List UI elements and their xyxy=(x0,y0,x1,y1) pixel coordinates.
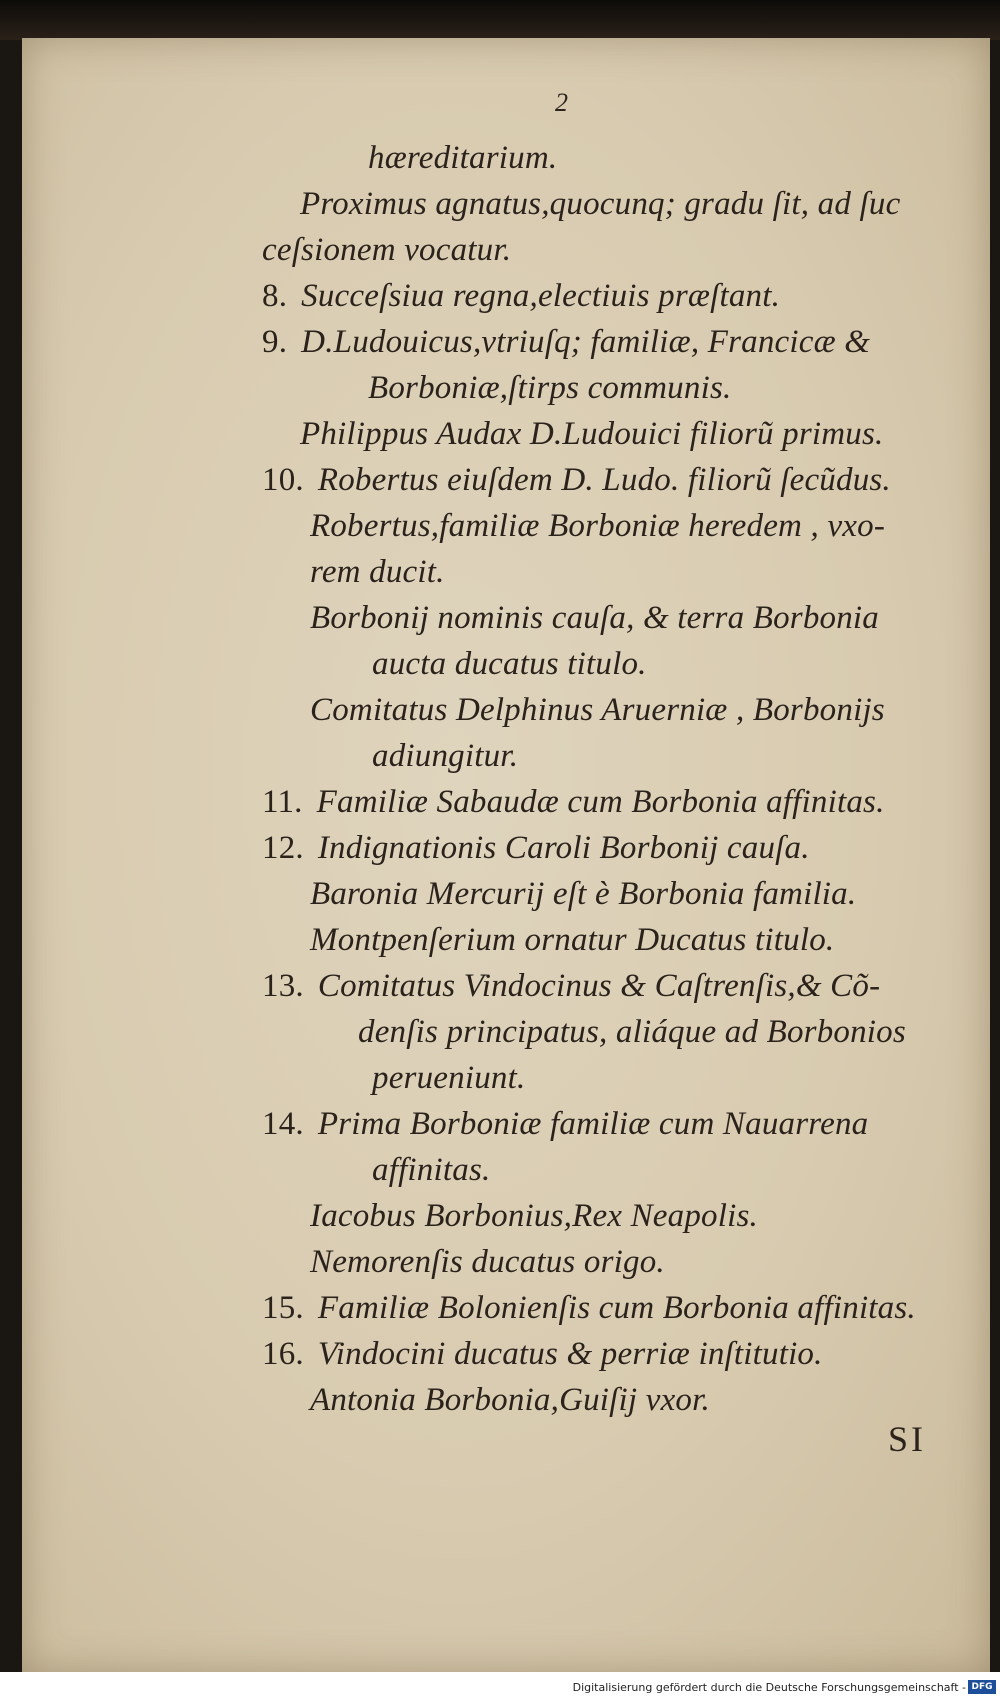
text-line-2 xyxy=(300,186,900,223)
text-line-26-text: Familiæ Bolonienſis cum Borbonia affinitas. xyxy=(317,1290,916,1326)
text-line-27-text: Vindocini ducatus & perriæ inſtitutio. xyxy=(317,1336,823,1372)
text-line-13 xyxy=(310,692,885,729)
text-line-17 xyxy=(310,876,856,913)
text-line-10 xyxy=(310,554,445,591)
text-line-3-text: ceſsionem vocatur. xyxy=(262,232,512,268)
item-number-16: 16. xyxy=(262,1336,304,1372)
text-line-22 xyxy=(262,1106,868,1143)
item-number-13: 13. xyxy=(262,968,304,1004)
text-line-21-text: perueniunt. xyxy=(372,1060,526,1096)
text-line-10-text: rem ducit. xyxy=(310,554,445,590)
text-line-11 xyxy=(310,600,879,637)
text-line-21 xyxy=(372,1060,525,1097)
text-line-25 xyxy=(310,1244,665,1281)
text-line-19 xyxy=(262,968,880,1005)
text-line-17-text: Baronia Mercurij eſt è Borbonia familia. xyxy=(310,876,857,912)
text-line-4 xyxy=(262,278,780,315)
item-number-8: 8. xyxy=(262,278,288,314)
text-line-6 xyxy=(368,370,731,407)
dfg-logo: DFG xyxy=(968,1680,996,1694)
text-line-19-text: Comitatus Vindocinus & Caſtrenſis,& Cõ- xyxy=(317,968,881,1004)
text-line-27 xyxy=(262,1336,823,1373)
text-line-16 xyxy=(262,830,810,867)
text-line-7 xyxy=(300,416,883,453)
text-line-24-text: Iacobus Borbonius,Rex Neapolis. xyxy=(310,1198,758,1234)
text-line-12-text: aucta ducatus titulo. xyxy=(372,646,647,682)
text-line-5-text: D.Ludouicus,vtriuſq; familiæ, Francicæ & xyxy=(301,324,871,360)
text-line-14 xyxy=(372,738,518,775)
item-number-14: 14. xyxy=(262,1106,304,1142)
text-line-13-text: Comitatus Delphinus Aruerniæ , Borbonijs xyxy=(310,692,885,728)
item-number-11: 11. xyxy=(262,784,303,820)
text-line-24 xyxy=(310,1198,758,1235)
text-line-12 xyxy=(372,646,647,683)
text-line-3 xyxy=(262,232,511,269)
item-number-9: 9. xyxy=(262,324,288,360)
text-line-20 xyxy=(358,1014,906,1051)
item-number-12: 12. xyxy=(262,830,304,866)
text-line-11-text: Borbonij nominis cauſa, & terra Borbonia xyxy=(310,600,879,636)
text-line-25-text: Nemorenſis ducatus origo. xyxy=(310,1244,665,1280)
page-number: 2 xyxy=(555,88,568,117)
text-line-14-text: adiungitur. xyxy=(372,738,519,774)
text-line-6-text: Borboniæ,ſtirps communis. xyxy=(368,370,732,406)
text-line-18 xyxy=(310,922,834,959)
text-line-22-text: Prima Borboniæ familiæ cum Nauarrena xyxy=(317,1106,869,1142)
text-line-2-text: Proximus agnatus,quocunq; gradu ſit, ad ſuc xyxy=(300,186,901,222)
text-line-28-text: Antonia Borbonia,Guiſij vxor. xyxy=(310,1382,710,1418)
catchword: SI xyxy=(888,1419,927,1459)
text-line-7-text: Philippus Audax D.Ludouici filiorũ primus. xyxy=(300,416,884,452)
item-number-15: 15. xyxy=(262,1290,304,1326)
text-line-8-text: Robertus eiuſdem D. Ludo. filiorũ ſecũdus. xyxy=(317,462,891,498)
text-line-16-text: Indignationis Caroli Borbonij cauſa. xyxy=(317,830,810,866)
text-line-23 xyxy=(372,1152,490,1189)
text-line-1 xyxy=(368,140,557,177)
text-line-26 xyxy=(262,1290,916,1327)
item-number-10: 10. xyxy=(262,462,304,498)
text-line-1-text: hæreditarium. xyxy=(368,140,558,176)
text-line-28 xyxy=(310,1382,710,1419)
text-line-18-text: Montpenſerium ornatur Ducatus titulo. xyxy=(310,922,835,958)
text-line-23-text: affinitas. xyxy=(372,1152,491,1188)
text-line-15 xyxy=(262,784,885,821)
text-line-9-text: Robertus,familiæ Borboniæ heredem , vxo- xyxy=(310,508,886,544)
text-line-20-text: denſis principatus, aliáque ad Borbonios xyxy=(358,1014,906,1050)
scan-top-edge xyxy=(0,0,1000,40)
text-line-9 xyxy=(310,508,885,545)
text-line-8 xyxy=(262,462,891,499)
text-line-4-text: Succeſsiua regna,electiuis præſtant. xyxy=(301,278,781,314)
text-line-5 xyxy=(262,324,870,361)
text-line-15-text: Familiæ Sabaudæ cum Borbonia affinitas. xyxy=(316,784,885,820)
digitization-credit: Digitalisierung gefördert durch die Deutsche Forschungsgemeinschaft - xyxy=(572,1681,966,1694)
